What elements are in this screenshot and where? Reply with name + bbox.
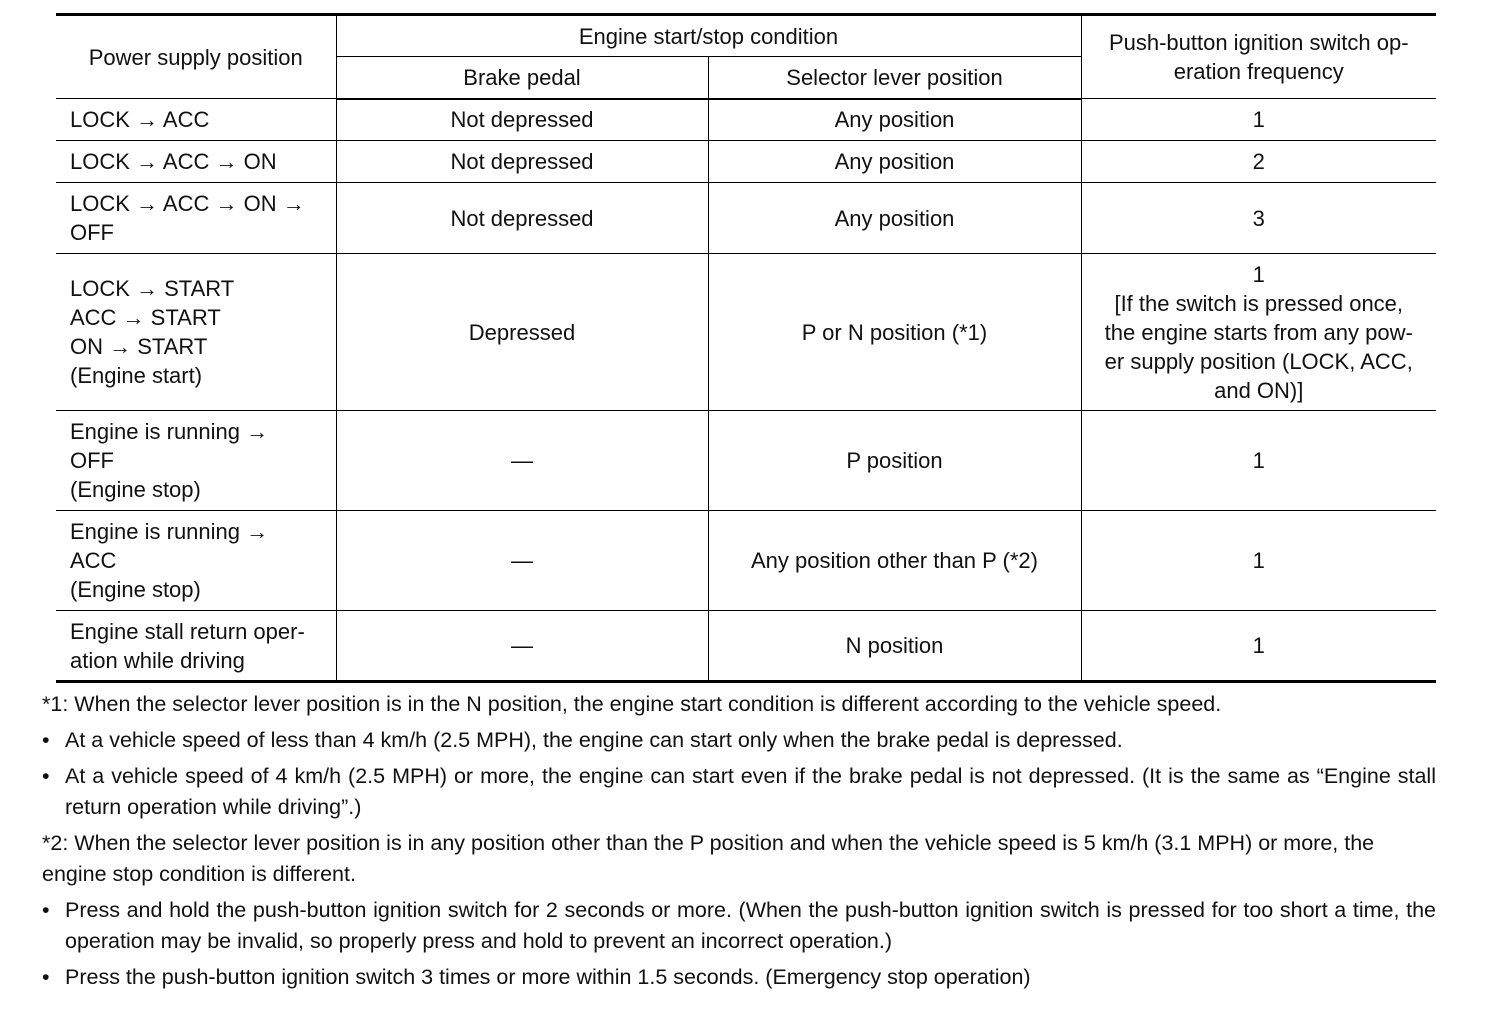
header-condition-group: Engine start/stop condition [336,15,1081,57]
bullet-glyph: • [42,764,50,788]
footnote-1-bullet [42,725,1436,756]
cell-position: LOCK → START ACC → START ON → START (Engine start) [56,254,336,411]
cell-brake: — [336,411,708,511]
cell-position: LOCK → ACC [56,99,336,141]
table-row [56,511,1436,611]
cell-selector: Any position [708,183,1081,254]
header-selector-lever: Selector lever position [708,57,1081,99]
cell-selector: Any position [708,99,1081,141]
bullet-glyph: • [42,965,50,989]
bullet-text: At a vehicle speed of less than 4 km/h (2.5 MPH), the engine can start only when the brake pedal is depressed. [65,728,1123,752]
cell-frequency: 1 [1081,411,1436,511]
footnote-2-bullet [42,962,1436,993]
cell-frequency: 1 [1081,99,1436,141]
footnote-1: *1: When the selector lever position is in the N position, the engine start condition is different according to the vehicle speed. [42,692,1222,716]
cell-brake: — [336,611,708,682]
table-row [56,141,1436,183]
cell-position: LOCK → ACC → ON [56,141,336,183]
table-row [56,183,1436,254]
cell-selector: N position [708,611,1081,682]
cell-position: LOCK → ACC → ON → OFF [56,183,336,254]
cell-position: Engine is running → ACC (Engine stop) [56,511,336,611]
header-power-supply: Power supply position [56,15,336,99]
bullet-glyph: • [42,898,50,922]
footnote-2: *2: When the selector lever position is in any position other than the P position and when the vehicle speed is 5 km/h (3.1 MPH) or more, the engine stop condition is different. [42,831,1375,886]
bullet-text: At a vehicle speed of 4 km/h (2.5 MPH) or more, the engine can start even if the brake pedal is not depressed. (It is the same as “Engine stall return operation while driving”.) [65,764,1436,819]
bullet-text: Press and hold the push-button ignition switch for 2 seconds or more. (When the push-button ignition switch is pressed for too short a time, the operation may be invalid, so properly press and hold to prevent an incorrect operation.) [65,898,1436,953]
document [42,13,1436,998]
footnotes [42,689,1436,993]
cell-frequency: 1 [If the switch is pressed once, the engine starts from any pow- er supply position (LOCK, ACC, and ON)] [1081,254,1436,411]
cell-selector: P position [708,411,1081,511]
header-frequency: Push-button ignition switch op- eration frequency [1081,15,1436,99]
cell-brake: Not depressed [336,99,708,141]
footnote-1-bullet [42,761,1436,823]
cell-selector: P or N position (*1) [708,254,1081,411]
cell-selector: Any position [708,141,1081,183]
cell-frequency: 1 [1081,511,1436,611]
footnote-2-bullet [42,895,1436,957]
cell-brake: Not depressed [336,183,708,254]
cell-position: Engine is running → OFF (Engine stop) [56,411,336,511]
cell-position: Engine stall return oper- ation while driving [56,611,336,682]
bullet-text: Press the push-button ignition switch 3 times or more within 1.5 seconds. (Emergency stop operation) [65,965,1031,989]
cell-brake: Depressed [336,254,708,411]
table-row [56,411,1436,511]
cell-selector: Any position other than P (*2) [708,511,1081,611]
cell-frequency: 3 [1081,183,1436,254]
cell-brake: Not depressed [336,141,708,183]
cell-frequency: 2 [1081,141,1436,183]
table-row [56,611,1436,682]
table-row [56,254,1436,411]
header-brake-pedal: Brake pedal [336,57,708,99]
cell-frequency: 1 [1081,611,1436,682]
table-row [56,99,1436,141]
cell-brake: — [336,511,708,611]
ignition-operation-table [56,13,1436,683]
bullet-glyph: • [42,728,50,752]
